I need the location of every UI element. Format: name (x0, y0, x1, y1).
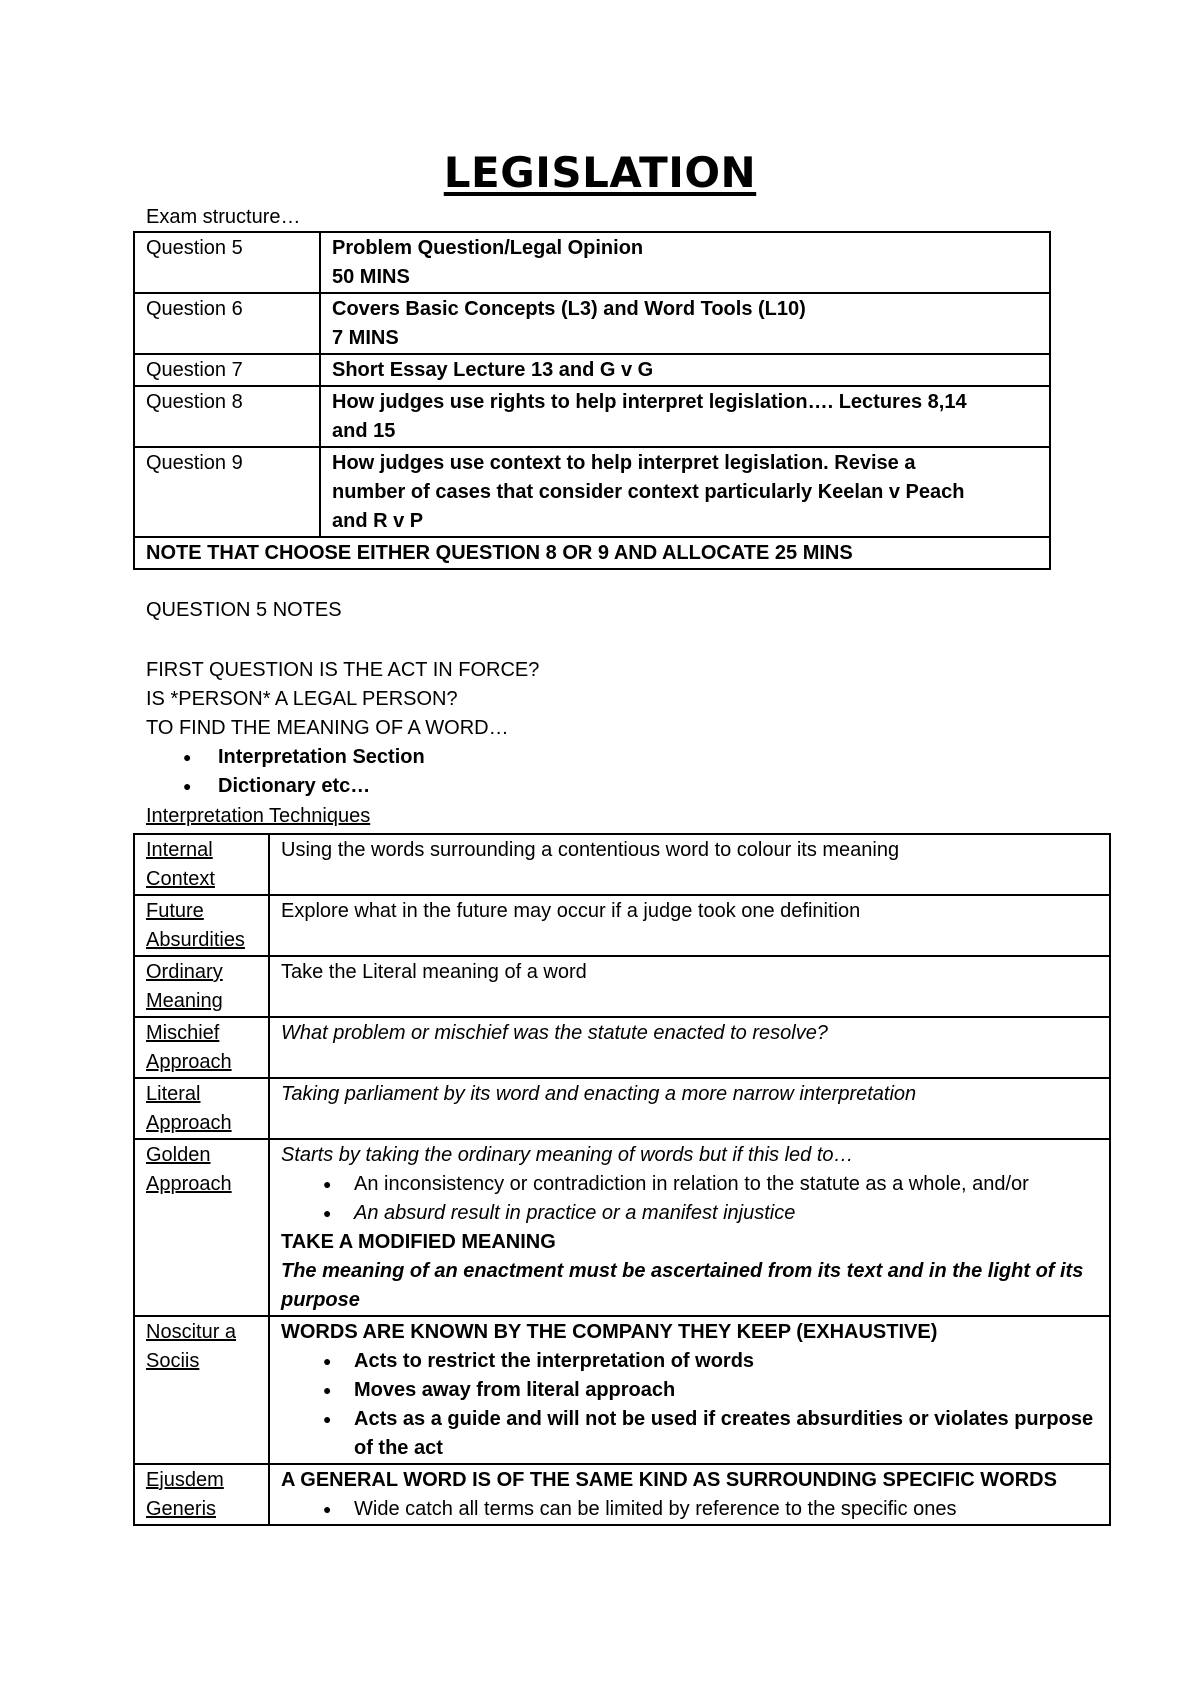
term-line: Context (146, 868, 215, 890)
term-line: Mischief (146, 1022, 220, 1044)
technique-desc-cell (269, 1464, 1110, 1525)
page-title: LEGISLATION (443, 148, 757, 197)
table-row (134, 834, 1110, 895)
term-line: Noscitur a (146, 1321, 237, 1343)
term-line: Approach (146, 1173, 232, 1195)
question-cell: Question 7 (134, 354, 320, 386)
term-line: Internal (146, 839, 213, 861)
technique-term-cell (134, 1316, 269, 1464)
list-item: ● An inconsistency or contradiction in relation to the statute as a whole, and/or (281, 1170, 1099, 1199)
list-item: ● Dictionary etc… (146, 772, 425, 801)
question-detail-cell (320, 354, 1050, 386)
list-item: ● Interpretation Section (146, 743, 425, 772)
technique-term-cell (134, 956, 269, 1017)
detail-line: How judges use rights to help interpret legislation…. Lectures 8,14 (332, 391, 967, 413)
table-row (134, 386, 1050, 447)
term-line: Literal (146, 1083, 201, 1105)
table-row (134, 293, 1050, 354)
technique-desc-cell: Take the Literal meaning of a word (269, 956, 1110, 1017)
detail-line: How judges use context to help interpret legislation. Revise a (332, 452, 916, 474)
q5-bullet-list (146, 743, 425, 801)
technique-desc-cell: Explore what in the future may occur if a judge took one definition (269, 895, 1110, 956)
detail-line: Short Essay Lecture 13 and G v G (332, 359, 654, 381)
question-detail-cell (320, 232, 1050, 293)
detail-line: number of cases that consider context particularly Keelan v Peach (332, 481, 965, 503)
term-line: Approach (146, 1051, 232, 1073)
desc-heading: A GENERAL WORD IS OF THE SAME KIND AS SURROUNDING SPECIFIC WORDS (281, 1469, 1057, 1491)
exam-note-cell: NOTE THAT CHOOSE EITHER QUESTION 8 OR 9 AND ALLOCATE 25 MINS (134, 537, 1050, 569)
desc-caps-line: TAKE A MODIFIED MEANING (281, 1231, 556, 1253)
list-item: ● Acts as a guide and will not be used if creates absurdities or violates purpose of the act (281, 1405, 1099, 1463)
detail-line: and 15 (332, 420, 396, 442)
table-row (134, 1017, 1110, 1078)
techniques-heading: Interpretation Techniques (146, 805, 371, 827)
technique-term-cell (134, 1017, 269, 1078)
detail-line: Covers Basic Concepts (L3) and Word Tools (L10) (332, 298, 806, 320)
table-row (134, 354, 1050, 386)
technique-term-cell (134, 1078, 269, 1139)
exam-structure-table (133, 231, 1051, 570)
technique-desc-cell: What problem or mischief was the statute enacted to resolve? (269, 1017, 1110, 1078)
detail-line: 7 MINS (332, 327, 399, 349)
exam-structure-label: Exam structure… (146, 206, 301, 228)
table-row (134, 1139, 1110, 1316)
technique-desc-cell (269, 1316, 1110, 1464)
question-cell: Question 6 (134, 293, 320, 354)
question-detail-cell (320, 293, 1050, 354)
table-row (134, 537, 1050, 569)
technique-desc-cell (269, 1139, 1110, 1316)
table-row (134, 956, 1110, 1017)
term-line: Future (146, 900, 204, 922)
technique-term-cell (134, 895, 269, 956)
list-item: ● Wide catch all terms can be limited by reference to the specific ones (281, 1495, 1099, 1524)
question-cell: Question 5 (134, 232, 320, 293)
question-cell: Question 9 (134, 447, 320, 537)
question-detail-cell (320, 386, 1050, 447)
question-cell: Question 8 (134, 386, 320, 447)
technique-term-cell (134, 834, 269, 895)
term-line: Generis (146, 1498, 217, 1520)
technique-desc-cell: Using the words surrounding a contentious word to colour its meaning (269, 834, 1110, 895)
detail-line: 50 MINS (332, 266, 410, 288)
term-line: Sociis (146, 1350, 200, 1372)
term-line: Ejusdem (146, 1469, 224, 1491)
table-row (134, 1316, 1110, 1464)
detail-line: Problem Question/Legal Opinion (332, 237, 644, 259)
technique-desc-cell: Taking parliament by its word and enacting a more narrow interpretation (269, 1078, 1110, 1139)
question-detail-cell (320, 447, 1050, 537)
table-row (134, 232, 1050, 293)
detail-line: and R v P (332, 510, 424, 532)
technique-term-cell (134, 1139, 269, 1316)
term-line: Absurdities (146, 929, 245, 951)
term-line: Golden (146, 1144, 211, 1166)
q5-line: TO FIND THE MEANING OF A WORD… (146, 717, 509, 739)
term-line: Approach (146, 1112, 232, 1134)
interpretation-techniques-table (133, 833, 1111, 1526)
list-item: ● An absurd result in practice or a manifest injustice (281, 1199, 1099, 1228)
table-row (134, 1464, 1110, 1525)
q5-line: IS *PERSON* A LEGAL PERSON? (146, 688, 458, 710)
desc-quote: The meaning of an enactment must be ascertained from its text and in the light of its purpose (281, 1260, 1084, 1311)
table-row (134, 895, 1110, 956)
table-row (134, 1078, 1110, 1139)
desc-intro: Starts by taking the ordinary meaning of words but if this led to… (281, 1144, 854, 1166)
list-item: ● Moves away from literal approach (281, 1376, 1099, 1405)
technique-term-cell (134, 1464, 269, 1525)
list-item: ● Acts to restrict the interpretation of words (281, 1347, 1099, 1376)
desc-heading: WORDS ARE KNOWN BY THE COMPANY THEY KEEP (EXHAUSTIVE) (281, 1321, 938, 1343)
term-line: Meaning (146, 990, 223, 1012)
question-5-heading: QUESTION 5 NOTES (146, 599, 342, 621)
term-line: Ordinary (146, 961, 223, 983)
table-row (134, 447, 1050, 537)
q5-line: FIRST QUESTION IS THE ACT IN FORCE? (146, 659, 540, 681)
